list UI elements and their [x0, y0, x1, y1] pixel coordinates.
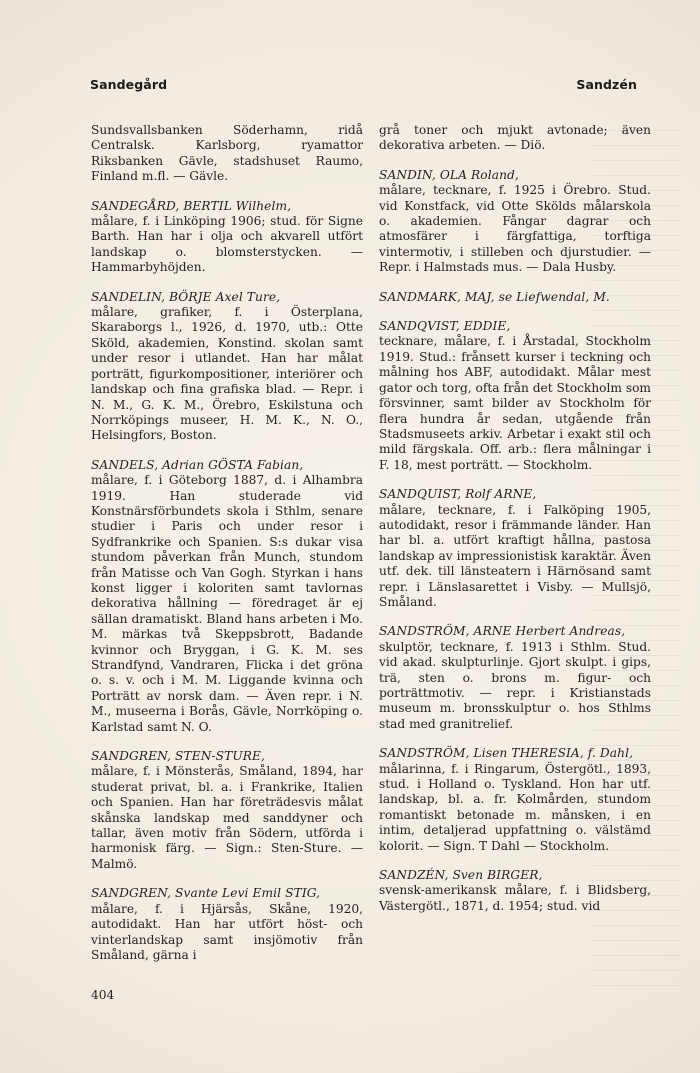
entry-text: målare, tecknare, f. 1925 i Örebro. Stud. vid Konstfack, vid Otte Skölds målarskola o. akademien. Fångar dagrar och atmosfärer i färgfattiga, torftiga vintermotiv, i stilleben och djurstudier. — Repr. i Halmstads mus. — Dala Husby. [379, 183, 651, 275]
entry-text: målare, f. i Hjärsås, Skåne, 1920, autodidakt. Han har utfört höst- och vinterlandskap samt insjömotiv från Småland, gärna i [91, 901, 363, 962]
entry-heading: SANDMARK, MAJ, se Liefwendal, M. [379, 289, 610, 304]
left-column [91, 123, 363, 977]
entry-heading: SANDEGÅRD, BERTIL Wilhelm, [91, 198, 292, 213]
entry-sandin-ola [379, 168, 651, 276]
entry-text: målare, f. i Linköping 1906; stud. för Signe Barth. Han har i olja och akvarell utfört landskap o. blomsterstycken. — Hammarbyhöjden. [91, 214, 363, 275]
entry-heading: SANDZÉN, Sven BIRGER, [379, 868, 543, 883]
entry-text: grå toner och mjukt avtonade; även dekorativa arbeten. — Diö. [379, 123, 651, 153]
entry-heading: SANDELIN, BÖRJE Axel Ture, [91, 289, 281, 304]
entry-text: målare, f. i Göteborg 1887, d. i Alhambra 1919. Han studerade vid Konstnärsförbundets skola i Sthlm, senare studier i Paris och under resor i Sydfrankrike och Spanien. S:s dukar visa stundom påverkan från Munch, stundom från Matisse och Van Gogh. Styrkan i hans konst ligger i koloriten samt tavlornas dekorativa hållning — föredraget är ej sällan dramatiskt. Bland hans arbeten i Mo. M. märkas två Skeppsbrott, Badande kvinnor och Bryggan, i G. K. M. ses Strandfynd, Vandraren, Flicka i det gröna o. s. v. och i M. M. Liggande kvinna och Porträtt av norsk dam. — Även repr. i N. M., museerna i Borås, Gävle, Norrköping o. Karlstad samt N. O. [91, 473, 363, 734]
entry-text: målare, tecknare, f. i Falköping 1905, autodidakt, resor i främmande länder. Han har bl. a. utfört kraftigt hållna, pastosa landskap av impressionistisk karaktär. Även utf. dek. till länsteatern i Härnösand samt repr. i Länslasarettet i Visby. — Mullsjö, Småland. [379, 502, 651, 609]
entry-sandegard-bertil [91, 199, 363, 276]
entry-text: målarinna, f. i Ringarum, Östergötl., 1893, stud. i Holland o. Tyskland. Hon har utf. landskap, bl. a. fr. Kolmården, stundom romantiskt betonade m. månsken, i en intim, detaljerad uppfattning o. välstämd kolorit. — Sign. T Dahl — Stockholm. [379, 761, 651, 853]
entry-heading: SANDQVIST, EDDIE, [379, 319, 511, 334]
entry-sandels-gosta [91, 458, 363, 735]
entry-sandqvist-eddie [379, 319, 651, 473]
entry-continuation-sandgren [379, 123, 651, 154]
running-head-right: Sandzén [576, 77, 637, 92]
entry-sandgren-stig [91, 886, 363, 963]
entry-heading: SANDGREN, Svante Levi Emil STIG, [91, 886, 321, 901]
entry-text: målare, f. i Mönsterås, Småland, 1894, har studerat privat, bl. a. i Frankrike, Italien och Spanien. Han har företrädesvis målat skånska landskap med sanddyner och tallar, även motiv från Södern, utförda i harmonisk färg. — Sign.: Sten-Sture. — Malmö. [91, 764, 363, 871]
entry-sandquist-arne [379, 487, 651, 610]
entry-continuation-sundsvallsbanken [91, 123, 363, 185]
entry-heading: SANDGREN, STEN-STURE, [91, 749, 265, 764]
entry-sandelin-borje [91, 290, 363, 444]
entry-heading: SANDIN, OLA Roland, [379, 167, 519, 182]
entry-text: svensk-amerikansk målare, f. i Blidsberg, Västergötl., 1871, d. 1954; stud. vid [379, 883, 651, 913]
entry-text: Sundsvallsbanken Söderhamn, ridå Centralsk. Karlsborg, ryamattor Riksbanken Gävle, stadshuset Raumo, Finland m.fl. — Gävle. [91, 123, 363, 184]
entry-sandstrom-arne [379, 624, 651, 732]
entry-text: tecknare, målare, f. i Årstadal, Stockholm 1919. Stud.: frånsett kurser i teckning och målning hos ABF, autodidakt. Målar mest gator och torg, ofta från det Stockholm som försvinner, samt bilder av Stockholm för flera hundra år sedan, utgående från Stadsmuseets arkiv. Arbetar i exakt stil och mild färgskala. Off. arb.: flera målningar i F. 18, mest porträtt. — Stockholm. [379, 334, 651, 472]
entry-heading: SANDSTRÖM, Lisen THERESIA, f. Dahl, [379, 746, 634, 761]
right-column [379, 123, 651, 928]
entry-text: målare, grafiker, f. i Österplana, Skaraborgs l., 1926, d. 1970, utb.: Otte Sköld, akademien, Konstind. skolan samt under resor i utlandet. Han har målat porträtt, figurkompositioner, interiörer och landskap och fina grafiska blad. — Repr. i N. M., G. K. M., Örebro, Eskilstuna och Norrköpings museer, H. M. K., N. O., Helsingfors, Boston. [91, 305, 363, 443]
entry-sandmark-maj [379, 290, 651, 305]
entry-text: skulptör, tecknare, f. 1913 i Sthlm. Stud. vid akad. skulpturlinje. Gjort skulpt. i gips, trä, sten o. brons m. figur- och porträttmotiv. — repr. i Kristianstads museum m. bronsskulptur o. hos Sthlms stad med granitrelief. [379, 639, 651, 731]
page-number: 404 [91, 988, 115, 1002]
entry-sandzen-birger [379, 868, 651, 914]
entry-heading: SANDQUIST, Rolf ARNE, [379, 487, 537, 502]
entry-sandgren-sten-sture [91, 749, 363, 872]
entry-heading: SANDSTRÖM, ARNE Herbert Andreas, [379, 624, 626, 639]
entry-sandstrom-lisen [379, 746, 651, 854]
running-head-left: Sandegård [90, 77, 168, 92]
entry-heading: SANDELS, Adrian GÖSTA Fabian, [91, 457, 304, 472]
